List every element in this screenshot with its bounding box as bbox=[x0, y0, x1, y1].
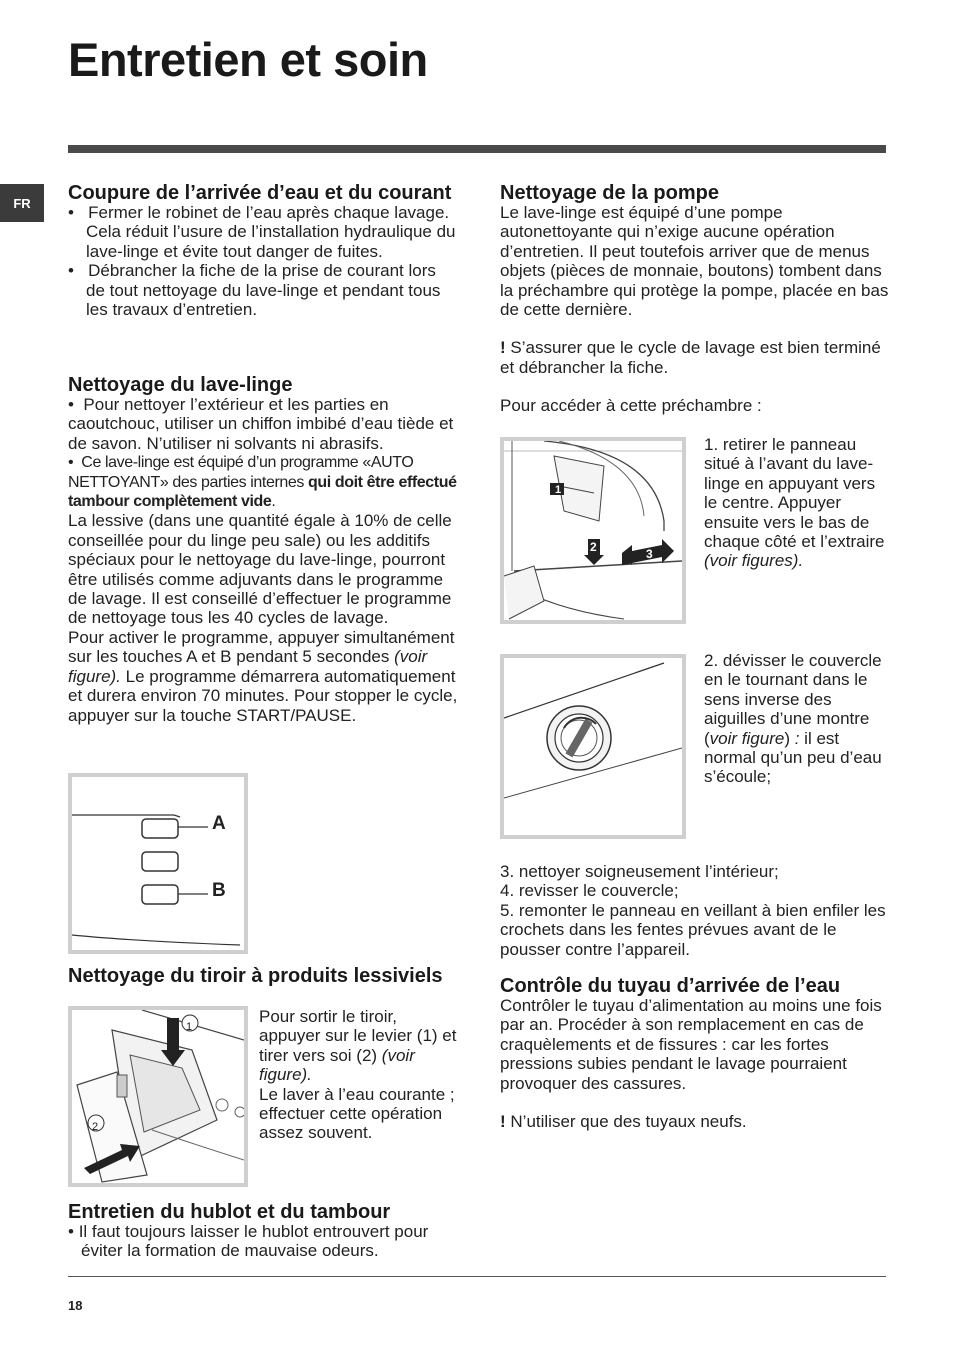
heading-washer-cleaning: Nettoyage du lave-linge bbox=[68, 374, 293, 396]
heading-porthole: Entretien du hublot et du tambour bbox=[68, 1201, 391, 1223]
section-drawer bbox=[68, 967, 458, 986]
heading-pump: Nettoyage de la pompe bbox=[500, 182, 719, 204]
figure-panel-removal bbox=[500, 437, 686, 624]
page-title: Entretien et soin bbox=[68, 33, 428, 86]
para-activate: Pour activer le programme, appuyer simultanément sur les touches A et B pendant 5 secondes (voir figure). Le programme démarrera automatiquement et durera environ 70 minutes. Pour stopper le cycle, appuyer sur la touche START/PAUSE. bbox=[68, 627, 458, 725]
pump-warning: ! S’assurer que le cycle de lavage est bien terminé et débrancher la fiche. bbox=[500, 338, 881, 377]
pump-step-2: 2. dévisser le couvercle en le tournant dans le sens inverse des aiguilles d’une montre (voir figure) : il est normal qu’un peu d’eau s’écoule; bbox=[704, 651, 882, 787]
drawer-step-2: 2 bbox=[92, 1121, 99, 1133]
bullet-exterior: • Pour nettoyer l’extérieur et les parties en caoutchouc, utiliser un chiffon imbibé d’eau tiède et de savon. N’utiliser ni solvants ni abrasifs. bbox=[68, 395, 454, 453]
bullet-auto-clean: • Ce lave-linge est équipé d’un programme «AUTO NETTOYANT» des parties internes qui doit être effectué tambour complètement vide. bbox=[68, 454, 457, 511]
panel-step-3: 3 bbox=[646, 547, 653, 561]
footer-rule bbox=[68, 1276, 886, 1277]
drawer-text-1: Pour sortir le tiroir, appuyer sur le levier (1) et tirer vers soi (2) (voir figure). bbox=[259, 1007, 457, 1085]
para-detergent: La lessive (dans une quantité égale à 10% de celle conseillée pour du linge peu sale) ou les additifs spéciaux pour le nettoyage du lave-linge, pourront être utilisés comme adjuvants dans le programme de lavage. Il est conseillé d’effectuer le programme de nettoyage tous les 40 cycles de lavage. bbox=[68, 511, 452, 628]
pump-step-4: 4. revisser le couvercle; bbox=[500, 881, 679, 901]
pump-step-5: 5. remonter le panneau en veillant à bien enfiler les crochets dans les fentes prévues avant de le pousser contre l’appareil. bbox=[500, 900, 886, 959]
hose-warning: ! N’utiliser que des tuyaux neufs. bbox=[500, 1112, 747, 1132]
button-a-shape bbox=[142, 819, 178, 838]
pump-step-1: 1. retirer le panneau situé à l’avant du lave-linge en appuyant vers le centre. Appuyer ensuite vers le bas de chaque côté et l’extraire (voir figures). bbox=[704, 435, 885, 571]
pump-steps-3-5 bbox=[500, 862, 890, 959]
panel-step-2: 2 bbox=[590, 540, 597, 554]
figure-pump-cover bbox=[500, 654, 686, 839]
page-number: 18 bbox=[68, 1298, 83, 1313]
button-b-shape bbox=[142, 885, 178, 904]
drawer-step-1: 1 bbox=[186, 1021, 193, 1033]
pump-intro: Le lave-linge est équipé d’une pompe autonettoyante qui n’exige aucune opération d’entretien. Il peut toutefois arriver que de menus objets (pièces de monnaie, boutons) tombent dans la préchambre qui protège la pompe, placée en bas de cette dernière. bbox=[500, 203, 889, 320]
heading-drawer: Nettoyage du tiroir à produits lessiviels bbox=[68, 965, 443, 987]
section-washer-cleaning bbox=[68, 376, 458, 725]
section-porthole bbox=[68, 1203, 463, 1261]
language-tab: FR bbox=[0, 184, 44, 222]
panel-step-1: 1 bbox=[555, 484, 562, 496]
pump-access: Pour accéder à cette préchambre : bbox=[500, 396, 762, 416]
bullet-close-tap: • Fermer le robinet de l’eau après chaque lavage. Cela réduit l’usure de l’installation hydraulique du lave-linge et évite tout danger de fuites. bbox=[68, 203, 456, 261]
heading-hose: Contrôle du tuyau d’arrivée de l’eau bbox=[500, 975, 841, 997]
drawer-instructions bbox=[259, 1007, 459, 1143]
drawer-text-2: Le laver à l’eau courante ; effectuer cette opération assez souvent. bbox=[259, 1084, 455, 1143]
bullet-unplug: • Débrancher la fiche de la prise de courant lors de tout nettoyage du lave-linge et pendant tous les travaux d’entretien. bbox=[68, 261, 441, 320]
figure-detergent-drawer bbox=[68, 1006, 248, 1187]
title-rule bbox=[68, 145, 886, 153]
button-middle-shape bbox=[142, 852, 178, 871]
pump-step-3: 3. nettoyer soigneusement l’intérieur; bbox=[500, 862, 779, 881]
label-button-a: A bbox=[212, 813, 226, 834]
label-button-b: B bbox=[212, 880, 226, 901]
section-hose bbox=[500, 977, 890, 1131]
heading-water-power: Coupure de l’arrivée d’eau et du courant bbox=[68, 182, 452, 204]
section-water-power bbox=[68, 184, 458, 319]
bullet-porthole: • Il faut toujours laisser le hublot entrouvert pour éviter la formation de mauvaise odeurs. bbox=[68, 1222, 429, 1261]
section-pump bbox=[500, 184, 890, 416]
hose-text: Contrôler le tuyau d’alimentation au moins une fois par an. Procéder à son remplacement en cas de craquèlements et de fissures : car les fortes pressions subies pendant le lavage pourraient provoquer des cassures. bbox=[500, 996, 882, 1093]
figure-control-buttons bbox=[68, 773, 248, 954]
